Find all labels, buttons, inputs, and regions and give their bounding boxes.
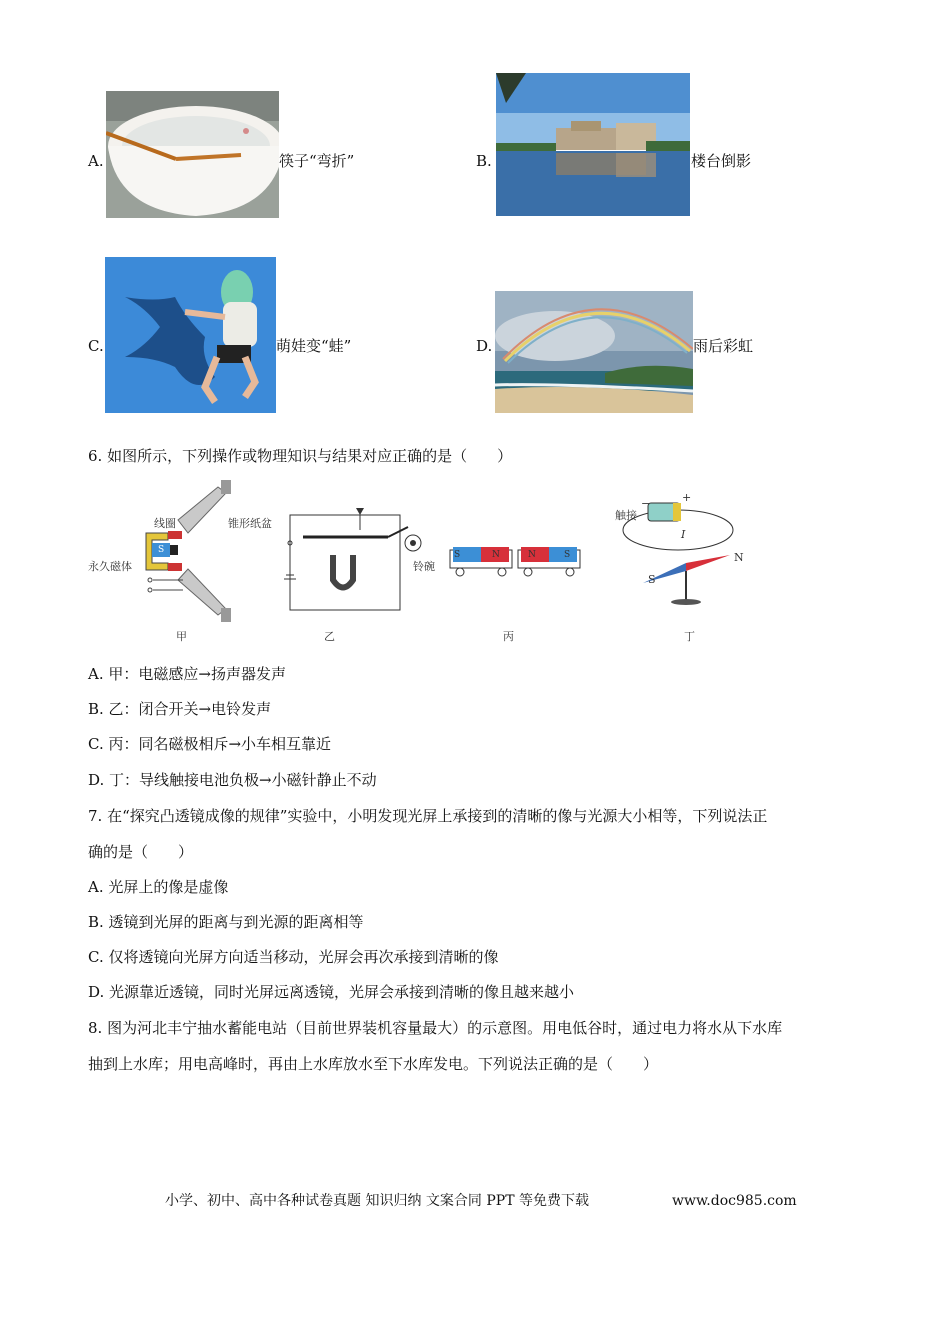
q6-option-d: D. 丁：导线触接电池负极→小磁针静止不动 (88, 771, 377, 789)
label-touch: 触接 (615, 509, 637, 522)
magnet-carts-diagram (450, 547, 580, 576)
label-compass-s: S (648, 573, 656, 586)
electric-bell-diagram (284, 508, 421, 610)
option-a-caption: 筷子“弯折” (279, 152, 355, 170)
q7-option-c: C. 仅将透镜向光屏方向适当移动，光屏会再次承接到清晰的像 (88, 948, 499, 966)
option-b-letter: B. (476, 152, 492, 170)
rainbow-beach-photo (495, 291, 693, 413)
q7-option-a: A. 光屏上的像是虚像 (88, 878, 229, 896)
label-current: I (681, 528, 686, 541)
label-minus: − (641, 497, 651, 510)
footer-text: 小学、初中、高中各种试卷真题 知识归纳 文案合同 PPT 等免费下载 (165, 1193, 589, 1209)
footer-url[interactable]: www.doc985.com (672, 1193, 797, 1209)
label-ding: 丁 (684, 630, 695, 643)
label-bing: 丙 (503, 630, 514, 643)
label-compass-n: N (734, 551, 744, 564)
compass-battery-diagram (623, 503, 733, 605)
q6-option-b: B. 乙：闭合开关→电铃发声 (88, 700, 272, 718)
option-a-letter: A. (88, 152, 104, 170)
q6-option-c: C. 丙：同名磁极相斥→小车相互靠近 (88, 735, 332, 753)
q7-option-b: B. 透镜到光屏的距离与到光源的距离相等 (88, 913, 364, 931)
option-c-letter: C. (88, 337, 104, 355)
label-yi: 乙 (324, 630, 335, 643)
q6-figure (88, 475, 768, 645)
label-plus: + (682, 491, 692, 504)
building-reflection-photo (496, 73, 690, 216)
option-b-caption: 楼台倒影 (691, 152, 752, 170)
child-frog-shadow-photo (105, 257, 276, 413)
label-cart2-s: S (564, 550, 571, 560)
q7-option-d: D. 光源靠近透镜，同时光屏远离透镜，光屏会承接到清晰的像且越来越小 (88, 983, 575, 1001)
q7-stem-line1: 7. 在“探究凸透镜成像的规律”实验中，小明发现光屏上承接到的清晰的像与光源大小相等，下列说法正 (88, 807, 768, 825)
q8-stem-line1: 8. 图为河北丰宁抽水蓄能电站（目前世界装机容量最大）的示意图。用电低谷时，通过电力将水从下水库 (88, 1019, 783, 1037)
label-jia: 甲 (176, 630, 187, 643)
option-d-letter: D. (476, 337, 493, 355)
q6-stem: 6. 如图所示，下列操作或物理知识与结果对应正确的是（ ） (88, 447, 513, 465)
label-cart1-n: N (492, 550, 500, 560)
label-cart1-s: S (454, 550, 461, 560)
label-magnet-s: S (158, 545, 165, 555)
label-magnet: 永久磁体 (88, 560, 132, 573)
label-bell: 铃碗 (413, 560, 435, 573)
q6-option-a: A. 甲：电磁感应→扬声器发声 (88, 665, 286, 683)
option-d-caption: 雨后彩虹 (693, 337, 754, 355)
q8-stem-line2: 抽到上水库；用电高峰时，再由上水库放水至下水库发电。下列说法正确的是（ ） (88, 1055, 659, 1073)
label-cart2-n: N (528, 550, 536, 560)
chopsticks-bowl-photo (106, 91, 279, 218)
label-cone: 锥形纸盆 (228, 517, 272, 530)
label-coil: 线圈 (154, 517, 176, 530)
q7-stem-line2: 确的是（ ） (88, 843, 194, 861)
option-c-caption: 萌娃变“蛙” (276, 337, 352, 355)
